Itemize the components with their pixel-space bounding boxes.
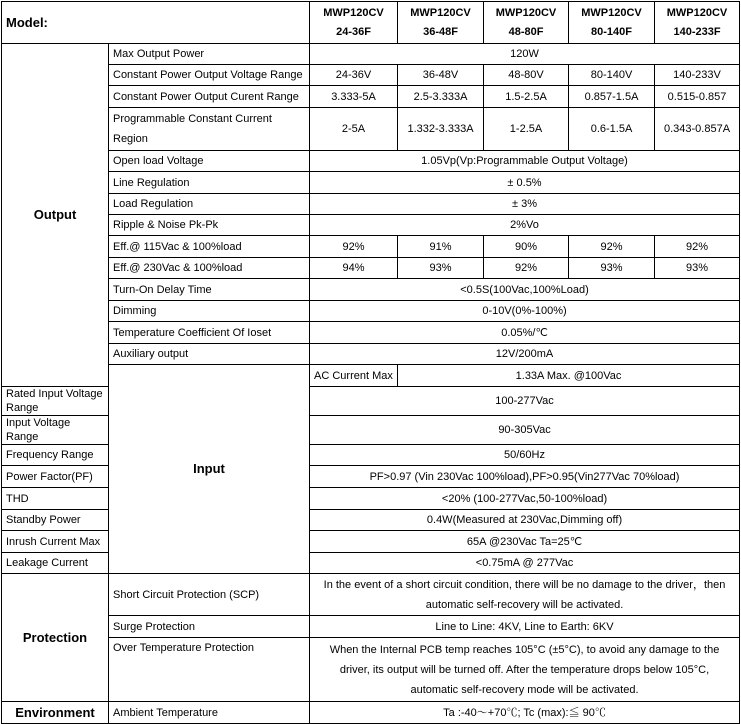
param-label: Surge Protection [109,616,310,638]
param-value: 24-36V [310,65,398,86]
param-label: Turn-On Delay Time [109,279,310,301]
param-value: 0.4W(Measured at 230Vac,Dimming off) [310,510,740,531]
param-value: 0.05%/℃ [310,322,740,344]
table-row [2,344,740,365]
param-label: Temperature Coefficient Of Ioset [109,322,310,344]
table-row [2,86,740,108]
table-row [2,108,740,151]
param-label: AC Current Max [310,365,398,387]
param-value: 1.05Vp(Vp:Programmable Output Voltage) [310,151,740,172]
group-input: Input [109,365,310,574]
param-label: Programmable Constant Current Region [109,108,310,151]
param-label: Auxiliary output [109,344,310,365]
param-value: 2-5A [310,108,398,151]
param-value: ± 3% [310,194,740,215]
param-value: 2%Vo [310,215,740,236]
param-value: 92% [655,236,740,258]
model-col-2: MWP120CV 36-48F [398,2,484,44]
table-row [2,322,740,344]
table-row [2,65,740,86]
table-row [2,215,740,236]
table-row [2,638,740,702]
param-value: 120W [310,44,740,65]
param-value: 1.33A Max. @100Vac [398,365,740,387]
table-row [2,365,740,387]
param-value: In the event of a short circuit condition, there will be no damage to the driver，then automatic self-recovery will be activated. [310,574,740,616]
param-label: THD [2,488,109,510]
table-row [2,258,740,279]
param-label: Eff.@ 115Vac & 100%load [109,236,310,258]
param-value: 0.6-1.5A [569,108,655,151]
table-row [2,194,740,215]
param-value: 12V/200mA [310,344,740,365]
model-col-5: MWP120CV 140-233F [655,2,740,44]
param-value: <0.75mA @ 277Vac [310,553,740,574]
param-label: Ambient Temperature [109,702,310,724]
param-value: 1.332-3.333A [398,108,484,151]
table-row [2,44,740,65]
param-value: 93% [398,258,484,279]
param-label: Eff.@ 230Vac & 100%load [109,258,310,279]
param-value: 90-305Vac [310,416,740,445]
param-label: Frequency Range [2,445,109,466]
param-value: 94% [310,258,398,279]
param-label: Input Voltage Range [2,416,109,445]
param-value: 100-277Vac [310,387,740,416]
header-row [2,2,740,44]
param-label: Line Regulation [109,172,310,194]
param-value: PF>0.97 (Vin 230Vac 100%load),PF>0.95(Vin277Vac 70%load) [310,466,740,488]
param-label: Load Regulation [109,194,310,215]
model-col-4: MWP120CV 80-140F [569,2,655,44]
param-value: 50/60Hz [310,445,740,466]
table-row [2,236,740,258]
model-col-3: MWP120CV 48-80F [484,2,569,44]
param-value: 0.515-0.857 [655,86,740,108]
param-value: 0.857-1.5A [569,86,655,108]
group-environment: Environment [2,702,109,724]
param-label: Standby Power [2,510,109,531]
table-row [2,616,740,638]
table-row [2,702,740,724]
param-value: 92% [484,258,569,279]
param-label: Power Factor(PF) [2,466,109,488]
param-label: Constant Power Output Voltage Range [109,65,310,86]
param-label: Over Temperature Protection [109,638,310,702]
param-value: 90% [484,236,569,258]
model-label: Model: [2,2,310,44]
param-value: 80-140V [569,65,655,86]
param-value: 3.333-5A [310,86,398,108]
table-row [2,172,740,194]
param-value: 92% [310,236,398,258]
param-value: 36-48V [398,65,484,86]
param-value: <20% (100-277Vac,50-100%load) [310,488,740,510]
spec-table [1,1,740,724]
param-value: <0.5S(100Vac,100%Load) [310,279,740,301]
param-label: Open load Voltage [109,151,310,172]
param-label: Leakage Current [2,553,109,574]
param-label: Dimming [109,301,310,322]
param-value: 93% [655,258,740,279]
param-value: When the Internal PCB temp reaches 105°C (±5°C), to avoid any damage to the driver, its output will be turned off. After the temperature drops below 105°C, automatic self-recovery mode will be activated. [310,638,740,702]
param-value: 1-2.5A [484,108,569,151]
param-label: Short Circuit Protection (SCP) [109,574,310,616]
param-value: 1.5-2.5A [484,86,569,108]
param-value: 91% [398,236,484,258]
param-label: Inrush Current Max [2,531,109,553]
group-protection: Protection [2,574,109,702]
table-row [2,279,740,301]
param-value: 0.343-0.857A [655,108,740,151]
param-value: 65A @230Vac Ta=25℃ [310,531,740,553]
param-value: ± 0.5% [310,172,740,194]
param-label: Constant Power Output Curent Range [109,86,310,108]
param-label: Max Output Power [109,44,310,65]
param-label: Ripple & Noise Pk-Pk [109,215,310,236]
param-label: Rated Input Voltage Range [2,387,109,416]
param-value: 0-10V(0%-100%) [310,301,740,322]
table-row [2,301,740,322]
param-value: 92% [569,236,655,258]
param-value: 140-233V [655,65,740,86]
model-col-1: MWP120CV 24-36F [310,2,398,44]
param-value: 2.5-3.333A [398,86,484,108]
table-row [2,574,740,616]
param-value: Line to Line: 4KV, Line to Earth: 6KV [310,616,740,638]
group-output: Output [2,44,109,387]
param-value: Ta :-40～+70℃; Tc (max):≦ 90℃ [310,702,740,724]
param-value: 93% [569,258,655,279]
param-value: 48-80V [484,65,569,86]
table-row [2,151,740,172]
